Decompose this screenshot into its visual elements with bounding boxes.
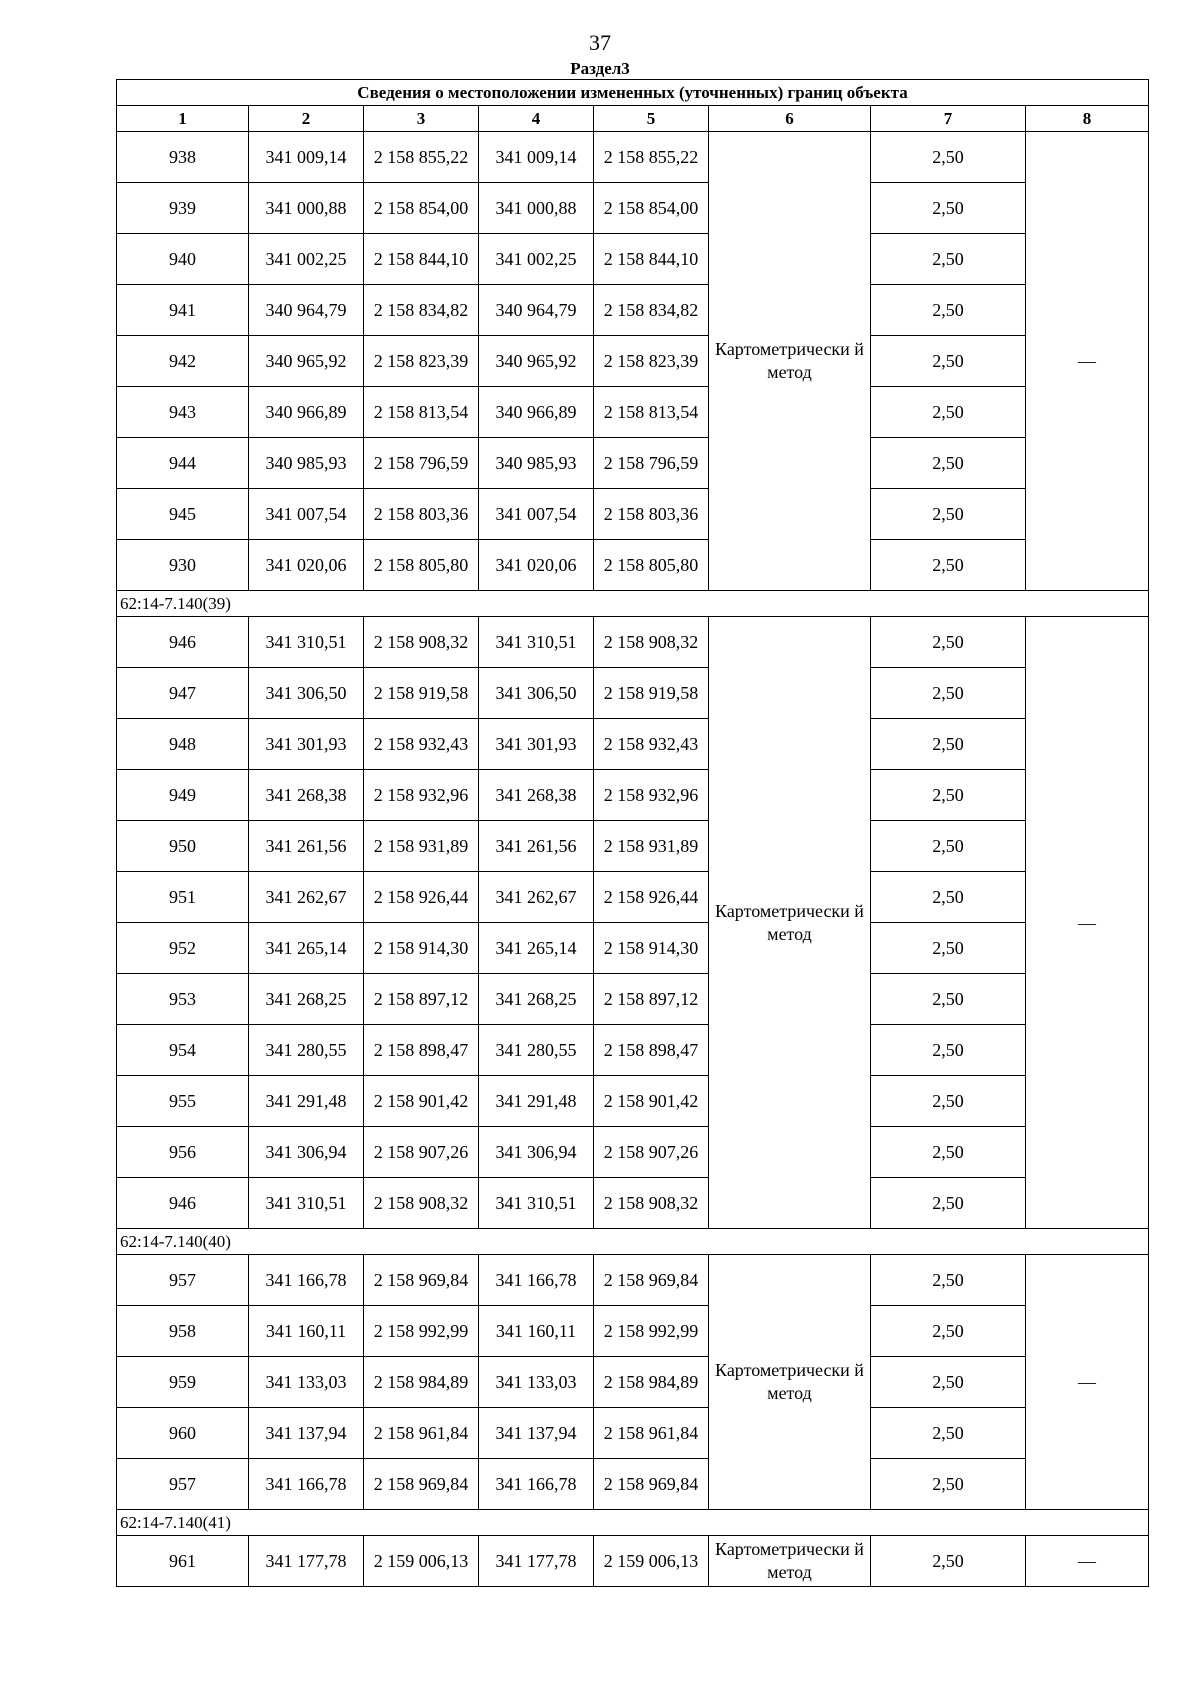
accuracy-cell: 2,50 bbox=[871, 1178, 1026, 1229]
group-label-row bbox=[117, 1510, 1149, 1536]
boundary-coordinates-table bbox=[116, 79, 1149, 1587]
group-label-row bbox=[117, 591, 1149, 617]
y-new-cell: 2 158 796,59 bbox=[594, 438, 709, 489]
y-existing-cell: 2 158 908,32 bbox=[364, 617, 479, 668]
x-existing-cell: 341 166,78 bbox=[249, 1255, 364, 1306]
table-row bbox=[117, 234, 1149, 285]
point-number-cell: 940 bbox=[117, 234, 249, 285]
accuracy-cell: 2,50 bbox=[871, 234, 1026, 285]
y-existing-cell: 2 158 914,30 bbox=[364, 923, 479, 974]
point-number-cell: 930 bbox=[117, 540, 249, 591]
column-number-6: 6 bbox=[709, 106, 871, 132]
table-row bbox=[117, 336, 1149, 387]
method-cell: Картометрически й метод bbox=[709, 1255, 871, 1510]
table-row bbox=[117, 770, 1149, 821]
accuracy-cell: 2,50 bbox=[871, 1076, 1026, 1127]
column-number-row bbox=[117, 106, 1149, 132]
point-number-cell: 942 bbox=[117, 336, 249, 387]
note-cell: — bbox=[1026, 1536, 1149, 1587]
x-existing-cell: 341 268,38 bbox=[249, 770, 364, 821]
y-new-cell: 2 158 823,39 bbox=[594, 336, 709, 387]
column-number-5: 5 bbox=[594, 106, 709, 132]
column-number-4: 4 bbox=[479, 106, 594, 132]
point-number-cell: 959 bbox=[117, 1357, 249, 1408]
x-existing-cell: 341 000,88 bbox=[249, 183, 364, 234]
table-row bbox=[117, 132, 1149, 183]
x-new-cell: 341 306,94 bbox=[479, 1127, 594, 1178]
point-number-cell: 956 bbox=[117, 1127, 249, 1178]
method-cell: Картометрически й метод bbox=[709, 1536, 871, 1587]
x-existing-cell: 340 965,92 bbox=[249, 336, 364, 387]
accuracy-cell: 2,50 bbox=[871, 1408, 1026, 1459]
y-existing-cell: 2 158 823,39 bbox=[364, 336, 479, 387]
y-existing-cell: 2 158 834,82 bbox=[364, 285, 479, 336]
table-row bbox=[117, 821, 1149, 872]
y-existing-cell: 2 158 803,36 bbox=[364, 489, 479, 540]
y-existing-cell: 2 158 969,84 bbox=[364, 1255, 479, 1306]
y-new-cell: 2 158 908,32 bbox=[594, 617, 709, 668]
accuracy-cell: 2,50 bbox=[871, 821, 1026, 872]
column-number-2: 2 bbox=[249, 106, 364, 132]
table-row bbox=[117, 1178, 1149, 1229]
x-new-cell: 341 268,38 bbox=[479, 770, 594, 821]
column-number-3: 3 bbox=[364, 106, 479, 132]
y-existing-cell: 2 158 931,89 bbox=[364, 821, 479, 872]
table-row bbox=[117, 183, 1149, 234]
point-number-cell: 944 bbox=[117, 438, 249, 489]
x-new-cell: 341 280,55 bbox=[479, 1025, 594, 1076]
y-existing-cell: 2 158 932,43 bbox=[364, 719, 479, 770]
accuracy-cell: 2,50 bbox=[871, 489, 1026, 540]
table-row bbox=[117, 489, 1149, 540]
y-new-cell: 2 158 844,10 bbox=[594, 234, 709, 285]
x-existing-cell: 341 009,14 bbox=[249, 132, 364, 183]
y-new-cell: 2 158 834,82 bbox=[594, 285, 709, 336]
point-number-cell: 938 bbox=[117, 132, 249, 183]
accuracy-cell: 2,50 bbox=[871, 336, 1026, 387]
x-new-cell: 341 007,54 bbox=[479, 489, 594, 540]
x-existing-cell: 341 265,14 bbox=[249, 923, 364, 974]
point-number-cell: 957 bbox=[117, 1459, 249, 1510]
x-new-cell: 341 166,78 bbox=[479, 1255, 594, 1306]
x-new-cell: 340 964,79 bbox=[479, 285, 594, 336]
y-new-cell: 2 158 907,26 bbox=[594, 1127, 709, 1178]
x-existing-cell: 341 177,78 bbox=[249, 1536, 364, 1587]
accuracy-cell: 2,50 bbox=[871, 1357, 1026, 1408]
point-number-cell: 960 bbox=[117, 1408, 249, 1459]
table-row bbox=[117, 285, 1149, 336]
x-existing-cell: 341 291,48 bbox=[249, 1076, 364, 1127]
y-new-cell: 2 158 855,22 bbox=[594, 132, 709, 183]
point-number-cell: 957 bbox=[117, 1255, 249, 1306]
table-row bbox=[117, 617, 1149, 668]
point-number-cell: 958 bbox=[117, 1306, 249, 1357]
y-existing-cell: 2 158 961,84 bbox=[364, 1408, 479, 1459]
table-title: Сведения о местоположении измененных (уточненных) границ объекта bbox=[117, 80, 1149, 106]
table-row bbox=[117, 438, 1149, 489]
x-new-cell: 341 160,11 bbox=[479, 1306, 594, 1357]
accuracy-cell: 2,50 bbox=[871, 285, 1026, 336]
x-new-cell: 341 020,06 bbox=[479, 540, 594, 591]
x-existing-cell: 341 280,55 bbox=[249, 1025, 364, 1076]
x-new-cell: 341 268,25 bbox=[479, 974, 594, 1025]
point-number-cell: 953 bbox=[117, 974, 249, 1025]
x-existing-cell: 341 133,03 bbox=[249, 1357, 364, 1408]
point-number-cell: 941 bbox=[117, 285, 249, 336]
y-new-cell: 2 158 901,42 bbox=[594, 1076, 709, 1127]
accuracy-cell: 2,50 bbox=[871, 668, 1026, 719]
x-existing-cell: 341 002,25 bbox=[249, 234, 364, 285]
y-new-cell: 2 158 932,43 bbox=[594, 719, 709, 770]
x-existing-cell: 341 301,93 bbox=[249, 719, 364, 770]
y-new-cell: 2 158 898,47 bbox=[594, 1025, 709, 1076]
y-existing-cell: 2 158 932,96 bbox=[364, 770, 479, 821]
x-existing-cell: 341 137,94 bbox=[249, 1408, 364, 1459]
x-existing-cell: 341 310,51 bbox=[249, 617, 364, 668]
y-new-cell: 2 158 919,58 bbox=[594, 668, 709, 719]
group-label: 62:14-7.140(40) bbox=[117, 1229, 1149, 1255]
accuracy-cell: 2,50 bbox=[871, 540, 1026, 591]
x-existing-cell: 340 985,93 bbox=[249, 438, 364, 489]
table-row bbox=[117, 387, 1149, 438]
table-row bbox=[117, 1025, 1149, 1076]
y-existing-cell: 2 158 919,58 bbox=[364, 668, 479, 719]
point-number-cell: 947 bbox=[117, 668, 249, 719]
accuracy-cell: 2,50 bbox=[871, 923, 1026, 974]
x-new-cell: 341 310,51 bbox=[479, 617, 594, 668]
accuracy-cell: 2,50 bbox=[871, 1306, 1026, 1357]
table-row bbox=[117, 1536, 1149, 1587]
y-new-cell: 2 158 961,84 bbox=[594, 1408, 709, 1459]
x-existing-cell: 340 966,89 bbox=[249, 387, 364, 438]
table-row bbox=[117, 1127, 1149, 1178]
table-row bbox=[117, 974, 1149, 1025]
y-new-cell: 2 158 908,32 bbox=[594, 1178, 709, 1229]
point-number-cell: 961 bbox=[117, 1536, 249, 1587]
column-number-1: 1 bbox=[117, 106, 249, 132]
y-new-cell: 2 158 813,54 bbox=[594, 387, 709, 438]
y-new-cell: 2 159 006,13 bbox=[594, 1536, 709, 1587]
table-row bbox=[117, 1357, 1149, 1408]
x-existing-cell: 341 310,51 bbox=[249, 1178, 364, 1229]
x-new-cell: 340 966,89 bbox=[479, 387, 594, 438]
x-existing-cell: 341 262,67 bbox=[249, 872, 364, 923]
group-label: 62:14-7.140(39) bbox=[117, 591, 1149, 617]
x-existing-cell: 341 261,56 bbox=[249, 821, 364, 872]
column-number-7: 7 bbox=[871, 106, 1026, 132]
x-new-cell: 341 310,51 bbox=[479, 1178, 594, 1229]
y-existing-cell: 2 158 813,54 bbox=[364, 387, 479, 438]
x-existing-cell: 341 160,11 bbox=[249, 1306, 364, 1357]
column-number-8: 8 bbox=[1026, 106, 1149, 132]
y-new-cell: 2 158 914,30 bbox=[594, 923, 709, 974]
point-number-cell: 952 bbox=[117, 923, 249, 974]
y-new-cell: 2 158 805,80 bbox=[594, 540, 709, 591]
table-row bbox=[117, 1459, 1149, 1510]
y-existing-cell: 2 158 844,10 bbox=[364, 234, 479, 285]
y-new-cell: 2 158 931,89 bbox=[594, 821, 709, 872]
point-number-cell: 950 bbox=[117, 821, 249, 872]
accuracy-cell: 2,50 bbox=[871, 1459, 1026, 1510]
x-new-cell: 340 985,93 bbox=[479, 438, 594, 489]
table-row bbox=[117, 872, 1149, 923]
point-number-cell: 943 bbox=[117, 387, 249, 438]
table-row bbox=[117, 540, 1149, 591]
y-new-cell: 2 158 932,96 bbox=[594, 770, 709, 821]
x-new-cell: 341 002,25 bbox=[479, 234, 594, 285]
x-new-cell: 341 291,48 bbox=[479, 1076, 594, 1127]
y-existing-cell: 2 159 006,13 bbox=[364, 1536, 479, 1587]
y-existing-cell: 2 158 854,00 bbox=[364, 183, 479, 234]
x-new-cell: 341 133,03 bbox=[479, 1357, 594, 1408]
y-new-cell: 2 158 984,89 bbox=[594, 1357, 709, 1408]
x-existing-cell: 341 007,54 bbox=[249, 489, 364, 540]
accuracy-cell: 2,50 bbox=[871, 719, 1026, 770]
x-new-cell: 341 261,56 bbox=[479, 821, 594, 872]
y-new-cell: 2 158 897,12 bbox=[594, 974, 709, 1025]
x-existing-cell: 341 268,25 bbox=[249, 974, 364, 1025]
x-new-cell: 341 177,78 bbox=[479, 1536, 594, 1587]
accuracy-cell: 2,50 bbox=[871, 438, 1026, 489]
y-existing-cell: 2 158 926,44 bbox=[364, 872, 479, 923]
y-existing-cell: 2 158 901,42 bbox=[364, 1076, 479, 1127]
x-new-cell: 341 166,78 bbox=[479, 1459, 594, 1510]
y-new-cell: 2 158 969,84 bbox=[594, 1459, 709, 1510]
point-number-cell: 951 bbox=[117, 872, 249, 923]
y-new-cell: 2 158 969,84 bbox=[594, 1255, 709, 1306]
x-new-cell: 341 306,50 bbox=[479, 668, 594, 719]
table-row bbox=[117, 668, 1149, 719]
y-existing-cell: 2 158 984,89 bbox=[364, 1357, 479, 1408]
accuracy-cell: 2,50 bbox=[871, 974, 1026, 1025]
y-existing-cell: 2 158 796,59 bbox=[364, 438, 479, 489]
x-existing-cell: 341 306,94 bbox=[249, 1127, 364, 1178]
x-new-cell: 341 301,93 bbox=[479, 719, 594, 770]
y-existing-cell: 2 158 969,84 bbox=[364, 1459, 479, 1510]
x-existing-cell: 341 166,78 bbox=[249, 1459, 364, 1510]
x-new-cell: 341 262,67 bbox=[479, 872, 594, 923]
y-new-cell: 2 158 854,00 bbox=[594, 183, 709, 234]
y-new-cell: 2 158 926,44 bbox=[594, 872, 709, 923]
page-number: 37 bbox=[589, 30, 611, 55]
table-row bbox=[117, 923, 1149, 974]
y-existing-cell: 2 158 907,26 bbox=[364, 1127, 479, 1178]
accuracy-cell: 2,50 bbox=[871, 872, 1026, 923]
point-number-cell: 939 bbox=[117, 183, 249, 234]
x-new-cell: 341 000,88 bbox=[479, 183, 594, 234]
table-row bbox=[117, 1408, 1149, 1459]
point-number-cell: 949 bbox=[117, 770, 249, 821]
point-number-cell: 946 bbox=[117, 617, 249, 668]
note-cell: — bbox=[1026, 1255, 1149, 1510]
y-existing-cell: 2 158 805,80 bbox=[364, 540, 479, 591]
x-existing-cell: 341 020,06 bbox=[249, 540, 364, 591]
accuracy-cell: 2,50 bbox=[871, 183, 1026, 234]
accuracy-cell: 2,50 bbox=[871, 132, 1026, 183]
accuracy-cell: 2,50 bbox=[871, 1127, 1026, 1178]
accuracy-cell: 2,50 bbox=[871, 1025, 1026, 1076]
section-title: Раздел3 bbox=[570, 59, 630, 78]
group-label: 62:14-7.140(41) bbox=[117, 1510, 1149, 1536]
group-label-row bbox=[117, 1229, 1149, 1255]
x-existing-cell: 340 964,79 bbox=[249, 285, 364, 336]
x-new-cell: 341 265,14 bbox=[479, 923, 594, 974]
x-existing-cell: 341 306,50 bbox=[249, 668, 364, 719]
accuracy-cell: 2,50 bbox=[871, 1255, 1026, 1306]
table-row bbox=[117, 719, 1149, 770]
point-number-cell: 945 bbox=[117, 489, 249, 540]
table-row bbox=[117, 1306, 1149, 1357]
y-existing-cell: 2 158 898,47 bbox=[364, 1025, 479, 1076]
method-cell: Картометрически й метод bbox=[709, 132, 871, 591]
x-new-cell: 341 137,94 bbox=[479, 1408, 594, 1459]
y-existing-cell: 2 158 992,99 bbox=[364, 1306, 479, 1357]
method-cell: Картометрически й метод bbox=[709, 617, 871, 1229]
point-number-cell: 946 bbox=[117, 1178, 249, 1229]
y-new-cell: 2 158 803,36 bbox=[594, 489, 709, 540]
y-existing-cell: 2 158 897,12 bbox=[364, 974, 479, 1025]
note-cell: — bbox=[1026, 617, 1149, 1229]
x-new-cell: 341 009,14 bbox=[479, 132, 594, 183]
table-row bbox=[117, 1255, 1149, 1306]
point-number-cell: 954 bbox=[117, 1025, 249, 1076]
accuracy-cell: 2,50 bbox=[871, 387, 1026, 438]
y-existing-cell: 2 158 908,32 bbox=[364, 1178, 479, 1229]
y-existing-cell: 2 158 855,22 bbox=[364, 132, 479, 183]
accuracy-cell: 2,50 bbox=[871, 617, 1026, 668]
note-cell: — bbox=[1026, 132, 1149, 591]
accuracy-cell: 2,50 bbox=[871, 1536, 1026, 1587]
accuracy-cell: 2,50 bbox=[871, 770, 1026, 821]
y-new-cell: 2 158 992,99 bbox=[594, 1306, 709, 1357]
table-row bbox=[117, 1076, 1149, 1127]
point-number-cell: 955 bbox=[117, 1076, 249, 1127]
point-number-cell: 948 bbox=[117, 719, 249, 770]
x-new-cell: 340 965,92 bbox=[479, 336, 594, 387]
